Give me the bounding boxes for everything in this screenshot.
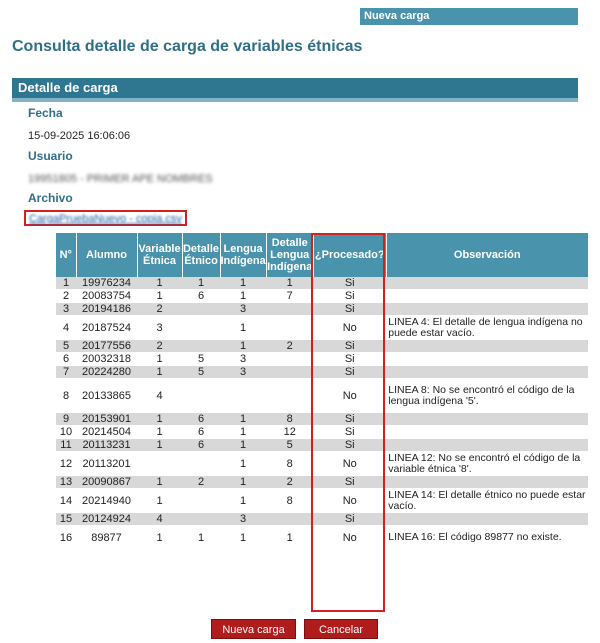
cell-lengua: 1 <box>220 439 266 452</box>
cell-alumno: 20083754 <box>76 290 137 303</box>
cell-n: 6 <box>56 353 76 366</box>
archivo-label: Archivo <box>28 191 73 205</box>
cell-alumno: 20194186 <box>76 303 137 316</box>
cell-lengua: 1 <box>220 277 266 290</box>
cell-alumno: 20032318 <box>76 353 137 366</box>
cell-detalle-lengua: 5 <box>266 439 313 452</box>
cell-n: 10 <box>56 426 76 439</box>
cell-obs <box>386 413 588 426</box>
cell-n: 2 <box>56 290 76 303</box>
cell-lengua: 3 <box>220 353 266 366</box>
cell-obs <box>386 340 588 353</box>
header-alumno[interactable]: Alumno <box>76 233 137 277</box>
table-row <box>56 413 588 426</box>
table-row <box>56 426 588 439</box>
table-row <box>56 277 588 290</box>
cell-detalle: 6 <box>182 290 220 303</box>
table-body <box>56 277 588 550</box>
cell-alumno: 20214504 <box>76 426 137 439</box>
usuario-label: Usuario <box>28 149 73 163</box>
cell-procesado: Si <box>313 426 386 439</box>
table-row <box>56 340 588 353</box>
cell-detalle-lengua: 8 <box>266 489 313 513</box>
cell-lengua: 3 <box>220 366 266 379</box>
cell-procesado: Si <box>313 476 386 489</box>
header-detalle-lengua-indigena[interactable]: Detalle Lengua Indígena <box>266 233 313 277</box>
cell-alumno: 20113201 <box>76 452 137 476</box>
cell-lengua: 1 <box>220 426 266 439</box>
cell-n: 4 <box>56 316 76 340</box>
table-row <box>56 303 588 316</box>
cell-alumno: 20177556 <box>76 340 137 353</box>
cell-detalle-lengua: 7 <box>266 290 313 303</box>
header-n[interactable]: N° <box>56 233 76 277</box>
cell-obs: LINEA 12: No se encontró el código de la variable étnica '8'. <box>386 452 588 476</box>
cell-procesado: Si <box>313 353 386 366</box>
cell-detalle: 6 <box>182 426 220 439</box>
header-detalle-etnico[interactable]: Detalle Étnico <box>182 233 220 277</box>
cell-variable: 2 <box>137 340 182 353</box>
table-row <box>56 316 588 340</box>
cell-alumno: 20113231 <box>76 439 137 452</box>
cell-obs: LINEA 8: No se encontró el código de la lengua indígena '5'. <box>386 379 588 413</box>
cell-detalle: 5 <box>182 366 220 379</box>
cell-detalle <box>182 513 220 526</box>
cell-detalle-lengua: 1 <box>266 526 313 550</box>
cell-lengua: 1 <box>220 340 266 353</box>
cell-detalle <box>182 340 220 353</box>
cell-variable: 1 <box>137 426 182 439</box>
cell-obs: LINEA 16: El código 89877 no existe. <box>386 526 588 550</box>
cell-detalle-lengua <box>266 513 313 526</box>
cell-alumno: 20153901 <box>76 413 137 426</box>
fecha-value: 15-09-2025 16:06:06 <box>28 130 131 142</box>
cell-procesado: No <box>313 316 386 340</box>
cell-n: 14 <box>56 489 76 513</box>
cell-variable: 1 <box>137 290 182 303</box>
cell-variable: 1 <box>137 439 182 452</box>
cell-lengua: 3 <box>220 513 266 526</box>
cell-procesado: No <box>313 526 386 550</box>
table-row <box>56 353 588 366</box>
cell-lengua: 1 <box>220 489 266 513</box>
cell-lengua: 1 <box>220 476 266 489</box>
cell-obs <box>386 513 588 526</box>
table-header-row <box>56 233 588 277</box>
page-title: Consulta detalle de carga de variables étnicas <box>12 38 363 55</box>
cell-alumno: 19976234 <box>76 277 137 290</box>
cell-procesado: Si <box>313 303 386 316</box>
cell-detalle: 2 <box>182 476 220 489</box>
cell-detalle-lengua: 2 <box>266 476 313 489</box>
cell-detalle-lengua <box>266 379 313 413</box>
cell-obs <box>386 353 588 366</box>
cell-detalle-lengua: 2 <box>266 340 313 353</box>
cell-lengua <box>220 379 266 413</box>
cell-variable: 3 <box>137 316 182 340</box>
cell-obs <box>386 426 588 439</box>
header-lengua-indigena[interactable]: Lengua Indígena <box>220 233 266 277</box>
cell-variable: 4 <box>137 513 182 526</box>
cell-detalle-lengua: 12 <box>266 426 313 439</box>
cell-procesado: Si <box>313 439 386 452</box>
cell-procesado: Si <box>313 413 386 426</box>
cell-n: 3 <box>56 303 76 316</box>
cell-variable: 1 <box>137 476 182 489</box>
cell-detalle: 1 <box>182 526 220 550</box>
cell-procesado: Si <box>313 290 386 303</box>
section-header: Detalle de carga <box>12 78 578 98</box>
cell-detalle-lengua <box>266 353 313 366</box>
cell-procesado: Si <box>313 513 386 526</box>
cell-procesado: Si <box>313 277 386 290</box>
cell-variable: 2 <box>137 303 182 316</box>
table-row <box>56 489 588 513</box>
cell-alumno: 20224280 <box>76 366 137 379</box>
cell-detalle-lengua: 8 <box>266 413 313 426</box>
archivo-highlight <box>24 210 187 226</box>
cell-procesado: Si <box>313 366 386 379</box>
cell-obs <box>386 277 588 290</box>
cell-lengua: 3 <box>220 303 266 316</box>
cell-n: 9 <box>56 413 76 426</box>
cell-obs <box>386 303 588 316</box>
cell-n: 16 <box>56 526 76 550</box>
cell-obs <box>386 366 588 379</box>
fecha-label: Fecha <box>28 106 63 120</box>
cell-detalle <box>182 379 220 413</box>
cell-n: 13 <box>56 476 76 489</box>
cell-lengua: 1 <box>220 526 266 550</box>
cell-variable <box>137 452 182 476</box>
nueva-carga-top-button[interactable]: Nueva carga <box>360 8 578 25</box>
table-row <box>56 290 588 303</box>
cell-obs <box>386 439 588 452</box>
cell-obs <box>386 290 588 303</box>
cell-n: 8 <box>56 379 76 413</box>
cell-lengua: 1 <box>220 452 266 476</box>
cell-detalle <box>182 489 220 513</box>
cell-variable: 1 <box>137 277 182 290</box>
table-row <box>56 439 588 452</box>
cell-procesado: No <box>313 379 386 413</box>
cell-detalle: 5 <box>182 353 220 366</box>
cell-detalle-lengua <box>266 366 313 379</box>
cell-alumno: 20214940 <box>76 489 137 513</box>
cell-variable: 1 <box>137 366 182 379</box>
table-row <box>56 526 588 550</box>
table-row <box>56 452 588 476</box>
cell-variable: 1 <box>137 353 182 366</box>
cell-alumno: 20090867 <box>76 476 137 489</box>
cell-n: 15 <box>56 513 76 526</box>
usuario-value: 19951805 - PRIMER APE NOMBRES <box>28 173 213 185</box>
cell-alumno: 20187524 <box>76 316 137 340</box>
cell-alumno: 20124924 <box>76 513 137 526</box>
cell-detalle: 1 <box>182 277 220 290</box>
table-row <box>56 476 588 489</box>
cell-alumno: 20133865 <box>76 379 137 413</box>
cell-detalle-lengua <box>266 303 313 316</box>
cell-n: 11 <box>56 439 76 452</box>
cell-obs <box>386 476 588 489</box>
cell-variable: 1 <box>137 526 182 550</box>
cell-alumno: 89877 <box>76 526 137 550</box>
archivo-link[interactable]: CargaPruebaNuevo - copia.csv <box>29 213 182 225</box>
nueva-carga-button[interactable]: Nueva carga <box>211 619 296 639</box>
cell-detalle: 6 <box>182 439 220 452</box>
cell-detalle: 6 <box>182 413 220 426</box>
cell-variable: 1 <box>137 489 182 513</box>
table-row <box>56 379 588 413</box>
cell-lengua: 1 <box>220 413 266 426</box>
cell-detalle <box>182 303 220 316</box>
detalle-table <box>56 233 589 550</box>
cell-n: 5 <box>56 340 76 353</box>
cell-n: 12 <box>56 452 76 476</box>
cell-n: 7 <box>56 366 76 379</box>
cell-obs: LINEA 14: El detalle étnico no puede estar vacío. <box>386 489 588 513</box>
cell-lengua: 1 <box>220 316 266 340</box>
cell-detalle-lengua: 8 <box>266 452 313 476</box>
cell-variable: 1 <box>137 413 182 426</box>
cell-detalle <box>182 452 220 476</box>
cell-detalle <box>182 316 220 340</box>
table-row <box>56 366 588 379</box>
cell-procesado: No <box>313 452 386 476</box>
cancelar-button[interactable]: Cancelar <box>304 619 378 639</box>
cell-procesado: No <box>313 489 386 513</box>
header-procesado[interactable]: ¿Procesado? <box>313 233 386 277</box>
header-observacion[interactable]: Observación <box>386 233 588 277</box>
cell-obs: LINEA 4: El detalle de lengua indígena no puede estar vacío. <box>386 316 588 340</box>
cell-procesado: Si <box>313 340 386 353</box>
cell-detalle-lengua: 1 <box>266 277 313 290</box>
section-divider <box>12 98 578 102</box>
cell-n: 1 <box>56 277 76 290</box>
table-row <box>56 513 588 526</box>
cell-variable: 4 <box>137 379 182 413</box>
cell-detalle-lengua <box>266 316 313 340</box>
header-variable-etnica[interactable]: Variable Étnica <box>137 233 182 277</box>
cell-lengua: 1 <box>220 290 266 303</box>
